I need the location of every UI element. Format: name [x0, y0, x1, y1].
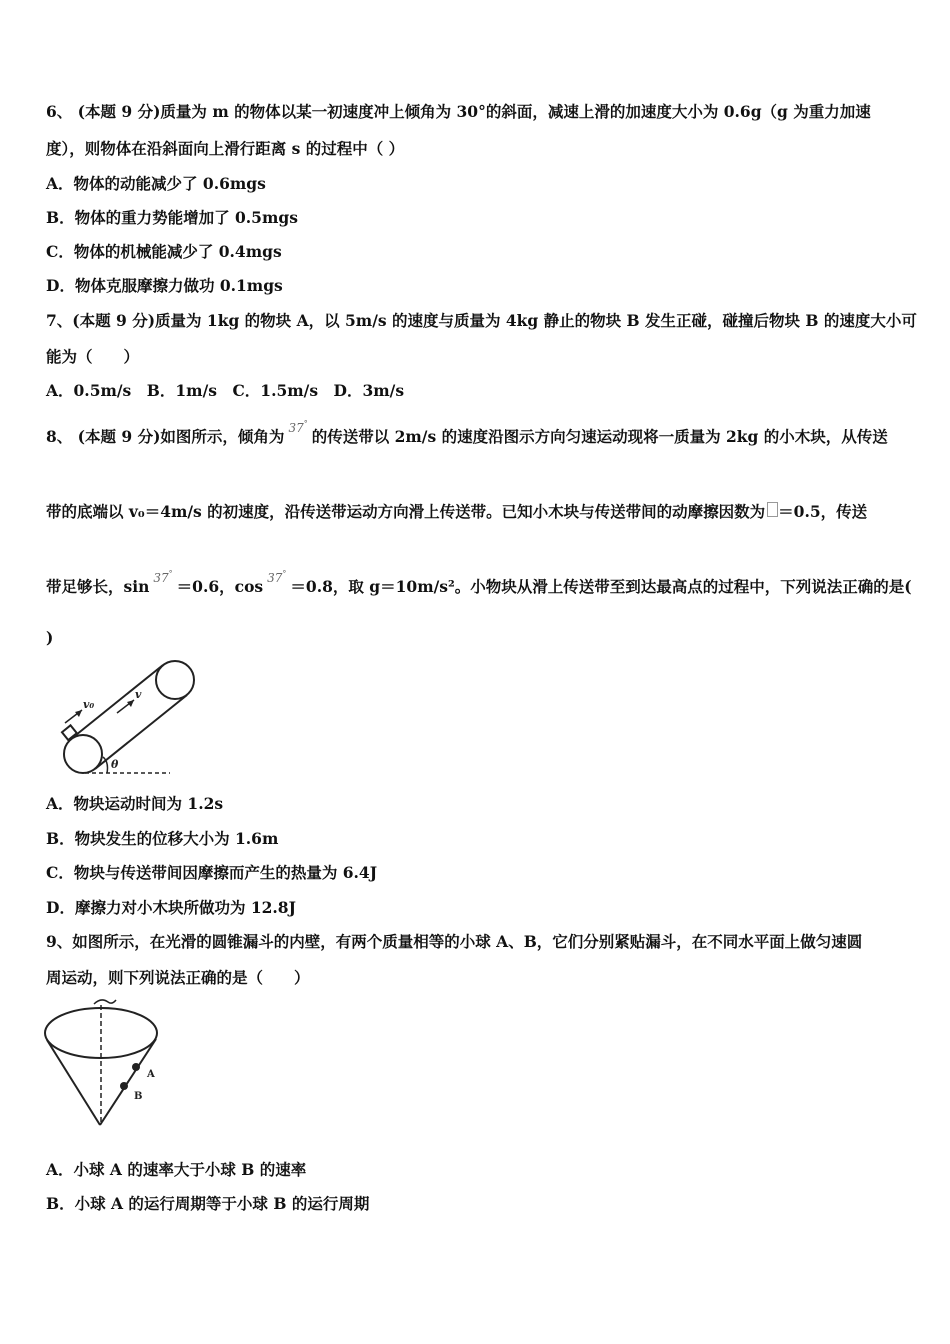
ball-b	[120, 1082, 128, 1090]
ball-a-label: A	[147, 1069, 155, 1080]
q8-option-c: C．物块与传送带间因摩擦而产生的热量为 6.4J	[46, 863, 378, 882]
q8-line1-end: 的传送带以 2m/s 的速度沿图示方向匀速运动现将一质量为 2kg 的小木块，从传送	[311, 427, 888, 446]
q9-stem-line2: 周运动，则下列说法正确的是（ ）	[46, 968, 310, 987]
q9-stem-line1: 9、如图所示，在光滑的圆锥漏斗的内壁，有两个质量相等的小球 A、B，它们分别紧贴漏斗，在不同水平面上做匀速圆	[46, 932, 863, 951]
q6-option-a: A．物体的动能减少了 0.6mgs	[46, 174, 266, 193]
q8-option-b: B．物块发生的位移大小为 1.6m	[46, 829, 279, 848]
v0-label: v₀	[83, 698, 95, 711]
q8-line2-end: ＝0.5，传送	[778, 502, 868, 521]
q6-option-c: C．物体的机械能减少了 0.4mgs	[46, 242, 282, 261]
v-arrowhead	[127, 700, 134, 707]
v-label: v	[135, 688, 142, 701]
cone-funnel-figure	[44, 995, 174, 1130]
q6-option-d: D．物体克服摩擦力做功 0.1mgs	[46, 276, 283, 295]
rotation-arrow-icon	[94, 1000, 116, 1004]
mu-symbol-placeholder	[767, 502, 778, 517]
q8-line3-sin: 带足够长，sin	[46, 577, 150, 596]
q8-stem-line1	[46, 419, 888, 450]
q9-option-a: A．小球 A 的速率大于小球 B 的速率	[46, 1160, 307, 1179]
q8-option-d: D．摩擦力对小木块所做功为 12.8J	[46, 898, 296, 917]
theta-label: θ	[111, 758, 119, 771]
q8-line3-cos: ＝0.6，cos	[176, 577, 264, 596]
q8-stem-line2	[46, 502, 867, 522]
q7-options: A．0.5m/s B．1m/s C．1.5m/s D．3m/s	[46, 381, 405, 400]
q7-stem-line2: 能为（ ）	[46, 347, 140, 366]
q8-option-a: A．物块运动时间为 1.2s	[46, 794, 224, 813]
q8-stem-line3	[46, 569, 912, 600]
v0-arrowhead	[75, 710, 82, 717]
q8-line1-start: 8、 (本题 9 分)如图所示，倾角为	[46, 427, 285, 446]
q6-option-b: B．物体的重力势能增加了 0.5mgs	[46, 208, 298, 227]
ball-b-label: B	[134, 1091, 143, 1102]
q6-stem-line1: 6、 (本题 9 分)质量为 m 的物体以某一初速度冲上倾角为 30°的斜面，减速上滑的加速度大小为 0.6g（g 为重力加速	[46, 102, 871, 121]
q8-line3-end: ＝0.8，取 g＝10m/s²。小物块从滑上传送带至到达最高点的过程中，下列说法正确的是(	[290, 577, 912, 596]
cone-right-side	[100, 1039, 156, 1125]
q8-line2-start: 带的底端以 v₀＝4m/s 的初速度，沿传送带运动方向滑上传送带。已知小木块与传送带间的动摩擦因数为	[46, 502, 766, 521]
q6-stem-line2: 度），则物体在沿斜面向上滑行距离 s 的过程中（ ）	[46, 139, 405, 158]
ball-a	[132, 1063, 140, 1071]
angle-37-symbol: 37°	[267, 569, 287, 585]
q7-stem-line1: 7、(本题 9 分)质量为 1kg 的物块 A，以 5m/s 的速度与质量为 4kg 静止的物块 B 发生正碰，碰撞后物块 B 的速度大小可	[46, 311, 917, 330]
belt-bottom	[95, 695, 187, 769]
q9-option-b: B．小球 A 的运行周期等于小球 B 的运行周期	[46, 1194, 370, 1213]
angle-37-symbol: 37°	[153, 569, 173, 585]
q8-stem-line4: )	[46, 628, 54, 647]
cone-left-side	[47, 1040, 100, 1125]
conveyor-belt-figure	[55, 655, 205, 780]
angle-37-symbol: 37°	[288, 419, 308, 435]
